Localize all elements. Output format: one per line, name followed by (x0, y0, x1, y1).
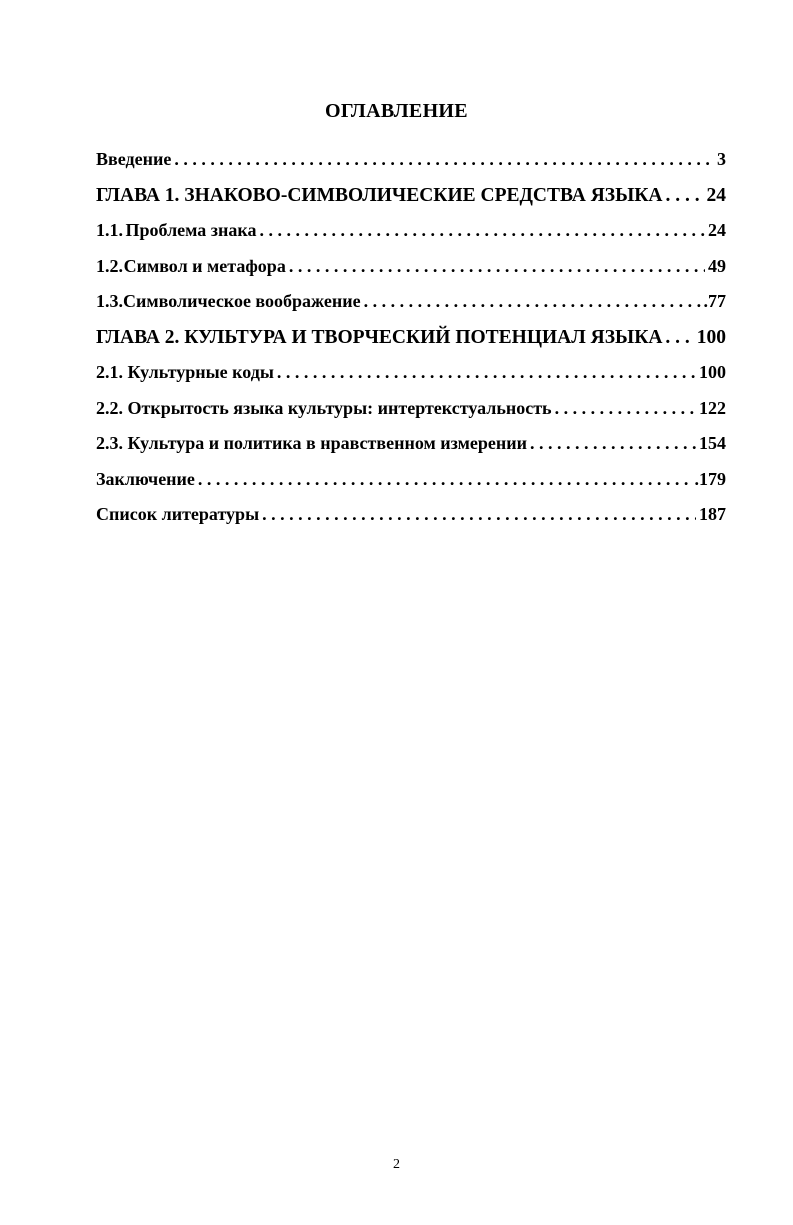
toc-entry-text: Заключение (96, 468, 195, 489)
toc-entry-bibliography (96, 497, 726, 533)
toc-leader-dots (198, 462, 692, 498)
toc-entry-text: 2.3. Культура и политика в нравственном измерении (96, 433, 527, 453)
toc-entry-page: 154 (699, 433, 726, 453)
toc-leader-dots (665, 320, 693, 356)
page-title: ОГЛАВЛЕНИЕ (325, 100, 468, 122)
toc-entry-page: 187 (699, 504, 726, 524)
toc-entry-page: 3 (717, 149, 726, 169)
toc-leader-dots (174, 142, 714, 178)
toc-entry-2-1 (96, 355, 726, 391)
toc-entry-page: 100 (699, 362, 726, 382)
toc-entry-chapter-2 (96, 320, 726, 356)
toc-leader-dots (665, 178, 703, 214)
toc-entry-number: 1.1. (96, 220, 123, 240)
toc-entry-text: 2.1. Культурные коды (96, 362, 274, 382)
toc-entry-page: 24 (706, 184, 726, 206)
toc-entry-text: Введение (96, 149, 172, 169)
toc-entry-2-3 (96, 426, 726, 462)
toc-entry-page: 24 (708, 220, 726, 240)
toc-entry-text: Символическое воображение (123, 291, 361, 311)
toc-entry-page: .179 (694, 468, 726, 489)
toc-entry-page: .77 (703, 291, 726, 311)
toc-entry-number: 1.2. (96, 255, 123, 276)
toc-leader-dots (289, 249, 705, 285)
toc-entry-1-2 (96, 249, 726, 285)
toc-entry-conclusion (96, 462, 726, 498)
toc-leader-dots (277, 355, 696, 391)
page-number: 2 (393, 1157, 400, 1172)
toc-entry-introduction (96, 142, 726, 178)
toc-entry-text: ГЛАВА 1. ЗНАКОВО-СИМВОЛИЧЕСКИЕ СРЕДСТВА ЯЗЫКА (96, 184, 663, 206)
toc-leader-dots (364, 284, 701, 320)
toc-entry-text: Проблема знака (125, 220, 257, 240)
toc-entry-text: ГЛАВА 2. КУЛЬТУРА И ТВОРЧЕСКИЙ ПОТЕНЦИАЛ ЯЗЫКА (96, 326, 663, 348)
toc-entry-2-2 (96, 391, 726, 427)
toc-leader-dots (555, 391, 696, 427)
toc-entry-1-1 (96, 213, 726, 249)
toc-leader-dots (530, 426, 696, 462)
toc-entry-page: 100 (696, 326, 726, 348)
toc-entry-1-3 (96, 284, 726, 320)
toc-leader-dots (260, 213, 705, 249)
toc-entry-text: 2.2. Открытость языка культуры: интертекстуальность (96, 397, 552, 418)
toc-entry-chapter-1 (96, 178, 726, 214)
toc-entry-text: Символ и метафора (123, 255, 286, 276)
toc-entry-number: 1.3. (96, 291, 123, 311)
toc-entry-page: 49 (708, 255, 726, 276)
table-of-contents (96, 142, 726, 533)
toc-entry-page: 122 (699, 397, 726, 418)
toc-leader-dots (262, 497, 696, 533)
toc-entry-text: Список литературы (96, 504, 260, 524)
